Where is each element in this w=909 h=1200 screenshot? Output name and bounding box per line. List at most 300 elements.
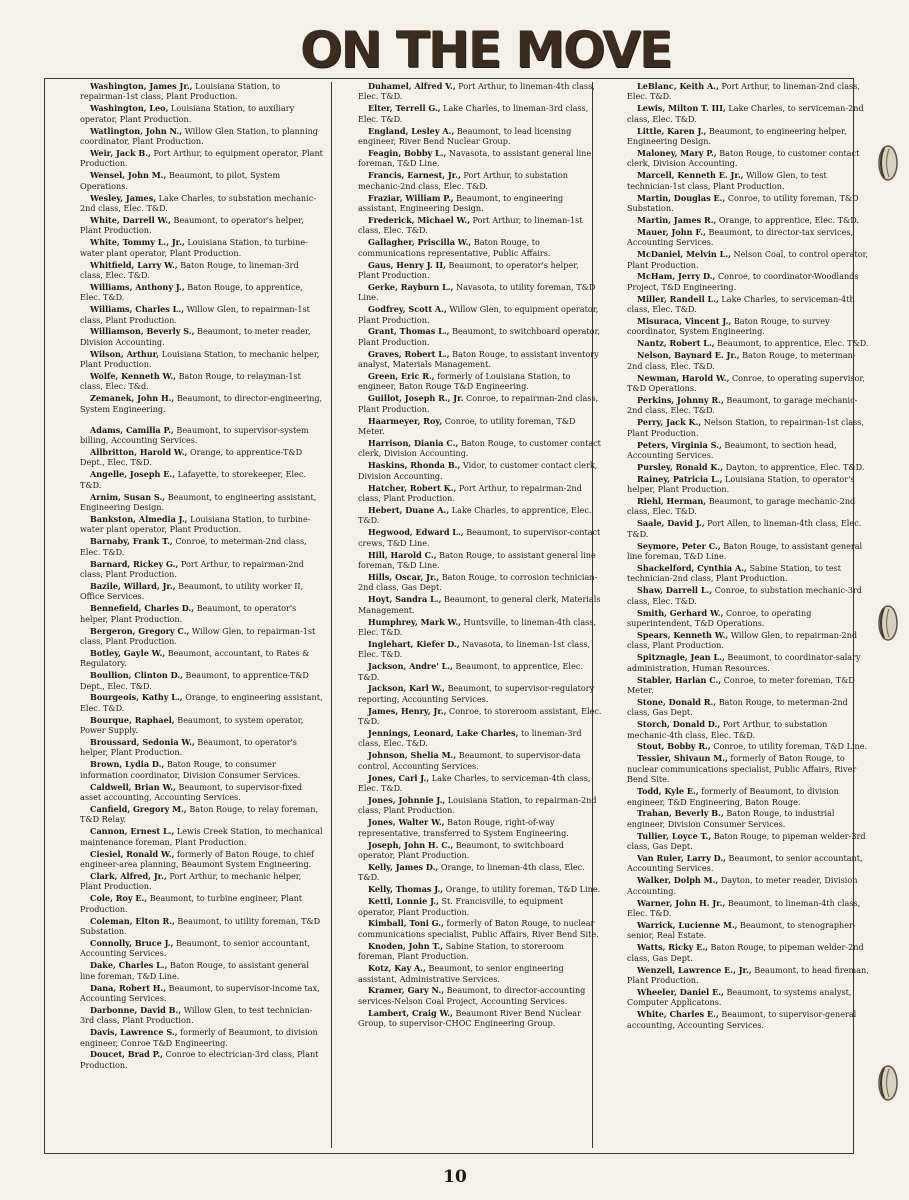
- employee-name: Inglehart, Kiefer D.,: [368, 638, 460, 649]
- personnel-entry: [627, 563, 871, 584]
- column-divider: [331, 82, 332, 1148]
- personnel-entry: [358, 773, 602, 794]
- move-details: Conroe, to storeroom assistant, Elec. T&D.: [358, 705, 602, 727]
- employee-name: Watts, Ricky E.,: [637, 942, 708, 953]
- move-details: St. Francisville, to equipment operator, Plant Production.: [358, 896, 564, 917]
- employee-name: Shaw, Darrell L.,: [637, 585, 713, 596]
- employee-name: Johnson, Shelia M.,: [368, 750, 457, 761]
- employee-name: Tullier, Loyce T.,: [637, 830, 712, 841]
- personnel-entry: [358, 438, 602, 459]
- employee-name: Clark, Alfred, Jr.,: [90, 870, 167, 881]
- employee-name: Bankston, Almedia J.,: [90, 513, 188, 524]
- employee-name: Joseph, John H. C.,: [368, 839, 454, 850]
- move-details: Baton Rouge, right-of-way representative, transferred to System Engineering.: [358, 817, 569, 838]
- move-details: Conroe, to utility foreman, T&D Substation.: [627, 192, 859, 213]
- move-details: Beaumont, to operator's helper, Plant Production.: [80, 214, 304, 236]
- personnel-entry: [627, 215, 871, 225]
- personnel-entry: [80, 581, 324, 602]
- personnel-entry: [80, 559, 324, 580]
- personnel-entry: [80, 425, 324, 446]
- move-details: Beaumont, to stenographer-senior, Real Estate.: [627, 919, 856, 941]
- move-details: Louisiana Station, to turbine-water plant operator, Plant Production.: [80, 237, 308, 258]
- employee-name: Hoyt, Sandra L.,: [368, 594, 442, 605]
- personnel-entry: [80, 447, 324, 468]
- employee-name: Stone, Donald R.,: [637, 696, 717, 707]
- employee-name: Elter, Terrell G.,: [368, 103, 441, 114]
- move-details: Beaumont, to senior accountant, Accounting Services.: [80, 937, 311, 959]
- move-details: formerly of Baton Rouge, to chief engineer-area planning, Beaumont System Engineering.: [80, 848, 315, 870]
- personnel-entry: [358, 260, 602, 281]
- personnel-entry: [80, 983, 324, 1004]
- employee-name: Marcell, Kenneth E. Jr.,: [637, 170, 744, 181]
- move-details: Baton Rouge, to lineman-3rd class, Elec. T&D.: [80, 259, 299, 280]
- move-details: Nelson Station, to repairman-1st class, Plant Production.: [627, 417, 864, 438]
- move-details: Baton Rouge, to relayman-1st class, Elec. T&d.: [80, 371, 301, 392]
- personnel-entry: [80, 260, 324, 281]
- personnel-entry: [358, 750, 602, 771]
- employee-name: Little, Karen J.,: [637, 125, 707, 136]
- page-number: 10: [443, 1167, 467, 1187]
- move-details: Conroe, to repairman-2nd class, Plant Production.: [358, 393, 599, 414]
- personnel-entry: [627, 395, 871, 416]
- personnel-entry: [358, 193, 602, 214]
- employee-name: Zemanek, John H.,: [90, 393, 175, 404]
- binder-ring-icon: [876, 1063, 898, 1103]
- move-details: Conroe, to operating superintendent, T&D Operations.: [627, 607, 812, 628]
- employee-name: Francis, Earnest, Jr.,: [368, 170, 461, 181]
- move-details: Beaumont, to director-engineering, System Engineering.: [80, 393, 323, 414]
- employee-name: Maloney, Mary P.,: [637, 147, 717, 158]
- personnel-entry: [358, 170, 602, 191]
- employee-name: Boullion, Clinton D.,: [90, 670, 183, 681]
- personnel-entry: [358, 884, 602, 894]
- personnel-entry: [80, 782, 324, 803]
- employee-name: Mauer, John F.,: [637, 226, 706, 237]
- move-details: Conroe, to meterman-2nd class, Elec. T&D.: [80, 536, 307, 557]
- move-details: Port Arthur, to lineman-1st class, Elec. T&D.: [358, 214, 583, 236]
- employee-name: Dana, Robert H.,: [90, 982, 167, 993]
- employee-name: James, Henry, Jr.,: [368, 705, 447, 716]
- move-details: formerly of Beaumont, to division engineer, T&D Engineering, Baton Rouge.: [627, 786, 839, 807]
- personnel-entry: [80, 804, 324, 825]
- employee-name: Davis, Lawrence S.,: [90, 1027, 178, 1038]
- employee-name: Wilson, Arthur,: [90, 348, 160, 359]
- move-details: Beaumont, to system operator, Power Supply.: [80, 714, 304, 736]
- personnel-entry: [627, 965, 871, 986]
- employee-name: Bergeron, Gregory C.,: [90, 625, 190, 636]
- employee-name: Lewis, Milton T. III,: [637, 103, 726, 114]
- move-details: to lineman-3rd class, Elec. T&D.: [358, 728, 582, 749]
- personnel-entry: [627, 608, 871, 629]
- personnel-entry: [627, 630, 871, 651]
- employee-name: Kimball, Toni G.,: [368, 918, 444, 929]
- employee-name: Arnim, Susan S.,: [90, 491, 166, 502]
- employee-name: Weir, Jack B.,: [90, 147, 151, 158]
- employee-name: Saale, David J.,: [637, 518, 705, 529]
- employee-name: Wensel, John M.,: [90, 170, 167, 181]
- move-details: Louisiana Station, to auxiliary operator, Plant Production.: [80, 103, 295, 124]
- move-details: Orange, to apprentice-T&D Dept., Elec. T&D.: [80, 447, 303, 468]
- move-details: Beaumont, to lineman-4th class, Elec. T&D.: [627, 897, 861, 919]
- personnel-entry: [627, 227, 871, 248]
- move-details: Beaumont, to turbine engineer, Plant Production.: [80, 893, 303, 914]
- personnel-entry: [80, 960, 324, 981]
- personnel-entry: [627, 518, 871, 539]
- personnel-entry: [627, 753, 871, 784]
- employee-name: Jones, Walter W.,: [368, 817, 445, 828]
- move-details: Baton Rouge, to meterman-2nd class, Gas Dept.: [627, 696, 848, 718]
- move-details: Louisiana Station, to turbine-water plant operator, Plant Production.: [80, 513, 311, 535]
- employee-name: Bennefield, Charles D.,: [90, 603, 195, 614]
- move-details: Beaumont, to utility foreman, T&D Substation.: [80, 915, 321, 936]
- personnel-entry: [627, 875, 871, 896]
- move-details: Lafayette, to storekeeper, Elec. T&D.: [80, 469, 307, 490]
- employee-name: Wenzell, Lawrence E., Jr.,: [637, 964, 752, 975]
- employee-name: Jennings, Leonard, Lake Charles,: [368, 728, 519, 739]
- move-details: Lake Charles, to substation mechanic-2nd class, Elec. T&D.: [80, 192, 316, 213]
- move-details: Port Arthur, to equipment operator, Plant Production.: [80, 147, 323, 169]
- move-details: Beaumont, to operator's helper, Plant Production.: [80, 737, 297, 758]
- employee-name: Williamson, Beverly S.,: [90, 326, 195, 337]
- personnel-entry: [80, 916, 324, 937]
- personnel-entry: [627, 249, 871, 270]
- move-details: Baton Rouge, to apprentice, Elec. T&D.: [80, 281, 303, 303]
- personnel-entry: [358, 505, 602, 526]
- personnel-entry: [358, 371, 602, 392]
- personnel-entry: [80, 492, 324, 513]
- personnel-entry: [627, 853, 871, 874]
- personnel-entry: [80, 170, 324, 191]
- move-details: Lewis Creek Station, to mechanical maintenance foreman, Plant Production.: [80, 826, 323, 847]
- employee-name: Grant, Thomas L.,: [368, 326, 450, 337]
- personnel-entry: [627, 350, 871, 371]
- move-details: Beaumont, to pilot, System Operations.: [80, 170, 281, 191]
- move-details: Baton Rouge, to communications representative, Public Affairs.: [358, 237, 551, 258]
- personnel-entry: [80, 282, 324, 303]
- personnel-entry: [627, 81, 871, 102]
- personnel-entry: [358, 550, 602, 571]
- employee-name: White, Charles E.,: [637, 1009, 719, 1020]
- move-details: Baton Rouge, to assistant inventory analyst, Materials Management.: [358, 348, 599, 370]
- personnel-entry: [80, 215, 324, 236]
- personnel-entry: [627, 808, 871, 829]
- move-details: Dayton, to meter reader, Division Accounting.: [627, 875, 858, 896]
- section-gap: [80, 416, 324, 425]
- personnel-entry: [358, 683, 602, 704]
- employee-name: Watlington, John N.,: [90, 125, 183, 136]
- employee-name: Hills, Oscar, Jr.,: [368, 571, 440, 582]
- employee-name: White, Tommy L., Jr.,: [90, 237, 185, 248]
- employee-name: White, Darrell W.,: [90, 214, 171, 225]
- employee-name: Barnard, Rickey G.,: [90, 558, 179, 569]
- move-details: Beaumont, to supervisor-fixed asset accounting, Accounting Services.: [80, 781, 303, 803]
- personnel-entry: [80, 349, 324, 370]
- personnel-entry: [358, 483, 602, 504]
- personnel-entry: [627, 920, 871, 941]
- employee-name: Smith, Gerhard W.,: [637, 607, 724, 618]
- personnel-entry: [358, 896, 602, 917]
- employee-name: Green, Eric R.,: [368, 371, 435, 382]
- employee-name: Harrison, Diania C.,: [368, 438, 459, 448]
- move-details: Navasota, to utility foreman, T&D Line.: [358, 281, 596, 303]
- employee-name: Walker, Dolph M.,: [637, 875, 719, 886]
- personnel-entry: [627, 126, 871, 147]
- move-details: Orange, to utility foreman, T&D Line.: [443, 884, 601, 895]
- personnel-entry: [80, 849, 324, 870]
- employee-name: Van Ruler, Larry D.,: [637, 853, 726, 864]
- move-details: Beaumont, to head fireman, Plant Production.: [627, 964, 869, 985]
- personnel-entry: [80, 393, 324, 414]
- employee-name: Gerke, Rayburn L.,: [368, 281, 454, 292]
- move-details: Lake Charles, to serviceman-4th class, Elec. T&D.: [358, 772, 591, 794]
- move-details: Orange, to lineman-4th class, Elec. T&D.: [358, 861, 585, 883]
- employee-name: Wheeler, Daniel E.,: [637, 986, 724, 997]
- employee-name: Spears, Kenneth W.,: [637, 629, 729, 640]
- employee-name: Jackson, Andre' L.,: [368, 661, 453, 672]
- move-details: Willow Glen, to equipment operator, Plant Production.: [358, 304, 599, 325]
- move-details: Beaumont, to senior accountant, Accounting Services.: [627, 853, 863, 874]
- personnel-entry: [358, 918, 602, 939]
- personnel-entry: [627, 585, 871, 606]
- employee-name: Connolly, Bruce J.,: [90, 937, 174, 948]
- personnel-entry: [627, 294, 871, 315]
- personnel-entry: [80, 737, 324, 758]
- move-details: Lake Charles, to serviceman-4th class, Elec. T&D.: [627, 293, 855, 315]
- employee-name: Cannon, Ernest L.,: [90, 826, 175, 837]
- column-2: [358, 81, 602, 1149]
- move-details: Sabine Station, to test technician-2nd class, Plant Production.: [627, 562, 842, 584]
- employee-name: Todd, Kyle E.,: [637, 786, 699, 797]
- move-details: Port Allen, to lineman-4th class, Elec. T&D.: [627, 518, 862, 539]
- personnel-entry: [80, 148, 324, 169]
- personnel-entry: [80, 193, 324, 214]
- move-details: Beaumont, to supervisor-data control, Accounting Services.: [358, 750, 581, 771]
- employee-name: Hill, Harold C.,: [368, 549, 437, 560]
- column-3: [627, 81, 871, 1149]
- personnel-entry: [80, 893, 324, 914]
- employee-name: Fraziar, William P.,: [368, 192, 454, 203]
- personnel-entry: [627, 786, 871, 807]
- personnel-entry: [627, 831, 871, 852]
- move-details: Beaumont, to engineering assistant, Engineering Design.: [80, 491, 317, 513]
- employee-name: Miller, Randell L.,: [637, 293, 719, 304]
- personnel-entry: [627, 170, 871, 191]
- employee-name: Williams, Anthony J.,: [90, 281, 185, 292]
- personnel-entry: [358, 527, 602, 548]
- personnel-entry: [80, 103, 324, 124]
- move-details: Port Arthur, to substation mechanic-2nd class, Elec. T&D.: [358, 170, 569, 191]
- employee-name: Lambert, Craig W.,: [368, 1007, 453, 1018]
- move-details: Willow Glen, to test technician-1st class, Plant Production.: [627, 170, 827, 191]
- personnel-entry: [358, 1008, 602, 1029]
- personnel-entry: [80, 371, 324, 392]
- employee-name: McDaniel, Melvin L.,: [637, 249, 731, 260]
- personnel-entry: [358, 304, 602, 325]
- move-details: Beaumont, to general clerk, Materials Management.: [358, 594, 601, 615]
- personnel-entry: [358, 706, 602, 727]
- move-details: Huntsville, to lineman-4th class, Elec. T&D.: [358, 616, 597, 637]
- move-details: Navasota, to assistant general line foreman, T&D Line.: [358, 147, 592, 169]
- move-details: Beaumont, to apprentice, Elec. T&D.: [358, 661, 583, 682]
- personnel-entry: [80, 1027, 324, 1048]
- personnel-entry: [358, 215, 602, 236]
- page-title: ON THE MOVE: [300, 21, 672, 79]
- employee-name: Hebert, Duane A.,: [368, 504, 450, 515]
- move-details: Willow Glen, to repairman-1st class, Plant Production.: [80, 625, 316, 646]
- move-details: Baton Rouge, to customer contact clerk, Division Accounting.: [627, 147, 860, 169]
- employee-name: Kotz, Kay A.,: [368, 963, 426, 974]
- move-details: Orange, to engineering assistant, Elec. T&D.: [80, 692, 323, 713]
- personnel-entry: [358, 237, 602, 258]
- employee-name: Doucet, Brad P.,: [90, 1049, 163, 1060]
- personnel-entry: [80, 692, 324, 713]
- move-details: formerly of Baton Rouge, to nuclear communications specialist, Public Affairs, River Bend Site.: [358, 918, 599, 939]
- personnel-entry: [358, 572, 602, 593]
- personnel-entry: [80, 603, 324, 624]
- personnel-entry: [627, 652, 871, 673]
- employee-name: Riehl, Herman,: [637, 496, 707, 507]
- move-details: Beaumont, to director-tax services, Accounting Services.: [627, 226, 854, 248]
- employee-name: Bourgeois, Kathy L.,: [90, 692, 183, 703]
- move-details: Beaumont, to apprentice, Elec. T&D.: [714, 338, 869, 349]
- employee-name: Pursley, Ronald K.,: [637, 461, 724, 472]
- move-details: Port Arthur, to repairman-2nd class, Plant Production.: [358, 482, 582, 504]
- personnel-entry: [80, 759, 324, 780]
- move-details: Baton Rouge, to assistant general line foreman, T&D Line.: [80, 960, 309, 981]
- personnel-entry: [358, 941, 602, 962]
- personnel-entry: [627, 440, 871, 461]
- column-1: [80, 81, 324, 1149]
- move-details: Beaumont, to operator's helper, Plant Production.: [358, 259, 579, 280]
- personnel-entry: [627, 541, 871, 562]
- employee-name: Godfrey, Scott A.,: [368, 304, 447, 315]
- move-details: formerly of Beaumont, to division engineer, Conroe T&D Engineering.: [80, 1027, 318, 1048]
- move-details: Baton Rouge, to assistant general line foreman, T&D Line.: [358, 549, 596, 570]
- personnel-entry: [80, 1049, 324, 1070]
- move-details: Beaumont, to garage mechanic-2nd class, Elec. T&D.: [627, 496, 856, 517]
- personnel-entry: [358, 963, 602, 984]
- personnel-entry: [627, 462, 871, 472]
- move-details: Vidor, to customer contact clerk, Division Accounting.: [358, 460, 598, 481]
- move-details: Baton Rouge, to survey coordinator, System Engineering.: [627, 316, 830, 337]
- personnel-entry: [80, 237, 324, 258]
- personnel-entry: [358, 728, 602, 749]
- employee-name: Martin, James R.,: [637, 214, 717, 225]
- move-details: Beaumont, to meter reader, Division Accounting.: [80, 326, 311, 347]
- personnel-entry: [358, 862, 602, 883]
- move-details: Beaumont, to senior engineering assistant, Administrative Services.: [358, 963, 564, 984]
- move-details: Baton Rouge, to meterman-2nd class, Elec. T&D.: [627, 350, 856, 371]
- move-details: Navasota, to lineman-1st class, Elec. T&D.: [358, 638, 591, 660]
- move-details: Louisiana Station, to mechanic helper, Plant Production.: [80, 348, 320, 370]
- employee-name: Humphrey, Mark W.,: [368, 616, 461, 627]
- employee-name: Misuraca, Vincent J.,: [637, 316, 732, 327]
- move-details: Willow Glen, to repairman-1st class, Plant Production.: [80, 304, 310, 325]
- employee-name: Allbritton, Harold W.,: [90, 447, 188, 457]
- personnel-entry: [358, 639, 602, 660]
- personnel-entry: [80, 938, 324, 959]
- move-details: Conroe, to utility foreman, T&D Meter.: [358, 415, 576, 437]
- personnel-entry: [627, 338, 871, 348]
- move-details: Beaumont, to section head, Accounting Services.: [627, 439, 837, 460]
- personnel-entry: [358, 840, 602, 861]
- binder-ring-icon: [876, 603, 898, 643]
- employee-name: Dake, Charles L.,: [90, 960, 168, 971]
- personnel-entry: [80, 81, 324, 102]
- personnel-entry: [627, 417, 871, 438]
- move-details: Beaumont, to supervisor-income tax, Accounting Services.: [80, 982, 320, 1003]
- move-details: Louisiana Station, to repairman-1st class, Plant Production.: [80, 81, 281, 102]
- employee-name: Washington, James Jr.,: [90, 81, 193, 91]
- employee-name: Kelly, James D.,: [368, 861, 439, 872]
- employee-name: Gallagher, Priscilla W.,: [368, 237, 472, 248]
- move-details: Beaumont, to apprentice-T&D Dept., Elec. T&D.: [80, 670, 309, 691]
- personnel-entry: [627, 474, 871, 495]
- personnel-entry: [358, 393, 602, 414]
- personnel-entry: [80, 648, 324, 669]
- move-details: Sabine Station, to storeroom foreman, Plant Production.: [358, 940, 564, 962]
- employee-name: Darbonne, David B.,: [90, 1004, 182, 1015]
- employee-name: Spitznagle, Jean L.,: [637, 652, 725, 663]
- employee-name: Canfield, Gregory M.,: [90, 804, 187, 814]
- employee-name: Graves, Robert L.,: [368, 348, 450, 359]
- employee-name: Bazile, Willard, Jr.,: [90, 580, 176, 591]
- employee-name: Gaus, Henry J. II,: [368, 259, 446, 270]
- personnel-entry: [80, 1005, 324, 1026]
- employee-name: Peters, Virginia S.,: [637, 439, 722, 450]
- personnel-entry: [358, 416, 602, 437]
- move-details: Baton Rouge, to industrial engineer, Division Consumer Services.: [627, 808, 835, 829]
- personnel-entry: [358, 148, 602, 169]
- move-details: Lake Charles, to apprentice, Elec. T&D.: [358, 504, 592, 526]
- move-details: Baton Rouge, to customer contact clerk, Division Accounting.: [358, 438, 601, 459]
- personnel-entry: [627, 193, 871, 214]
- personnel-entry: [358, 817, 602, 838]
- employee-name: Ciesiel, Ronald W.,: [90, 848, 175, 859]
- move-details: Beaumont, to utility worker II, Office Services.: [80, 580, 304, 602]
- personnel-entry: [358, 795, 602, 816]
- personnel-entry: [358, 617, 602, 638]
- move-details: Beaumont, to operator's helper, Plant Production.: [80, 603, 297, 624]
- employee-name: Perkins, Johnny R.,: [637, 394, 724, 405]
- employee-name: Kelly, Thomas J.,: [368, 884, 444, 895]
- move-details: Beaumont, to systems analyst, Computer Applicatons.: [627, 986, 852, 1008]
- employee-name: Bourque, Raphael,: [90, 714, 175, 725]
- employee-name: Perry, Jack K.,: [637, 417, 702, 428]
- employee-name: Guillot, Joseph R., Jr.: [368, 393, 464, 404]
- employee-name: Jones, Johnnie J.,: [368, 795, 446, 805]
- employee-name: Seymore, Peter C.,: [637, 540, 721, 551]
- move-details: Baton Rouge, to corrosion technician-2nd class, Gas Dept.: [358, 571, 598, 593]
- personnel-entry: [627, 675, 871, 696]
- employee-name: Shackelford, Cynthia A.,: [637, 562, 747, 573]
- binder-ring-icon: [876, 143, 898, 183]
- personnel-entry: [80, 536, 324, 557]
- move-details: Lake Charles, to serviceman-2nd class, Elec. T&D.: [627, 103, 864, 124]
- employee-name: Broussard, Sedonia W.,: [90, 737, 195, 748]
- personnel-entry: [80, 670, 324, 691]
- employee-name: Haskins, Rhonda B.,: [368, 460, 461, 471]
- personnel-entry: [627, 103, 871, 124]
- personnel-entry: [358, 326, 602, 347]
- move-details: Beaumont, to supervisor-general accounting, Accounting Services.: [627, 1009, 857, 1030]
- move-details: Beaumont, to switchboard operator, Plant Production.: [358, 326, 601, 347]
- personnel-entry: [627, 741, 871, 751]
- employee-name: Stabler, Harlan C.,: [637, 674, 722, 685]
- employee-name: Haarmeyer, Roy,: [368, 415, 443, 426]
- personnel-entry: [627, 1009, 871, 1030]
- personnel-entry: [627, 271, 871, 292]
